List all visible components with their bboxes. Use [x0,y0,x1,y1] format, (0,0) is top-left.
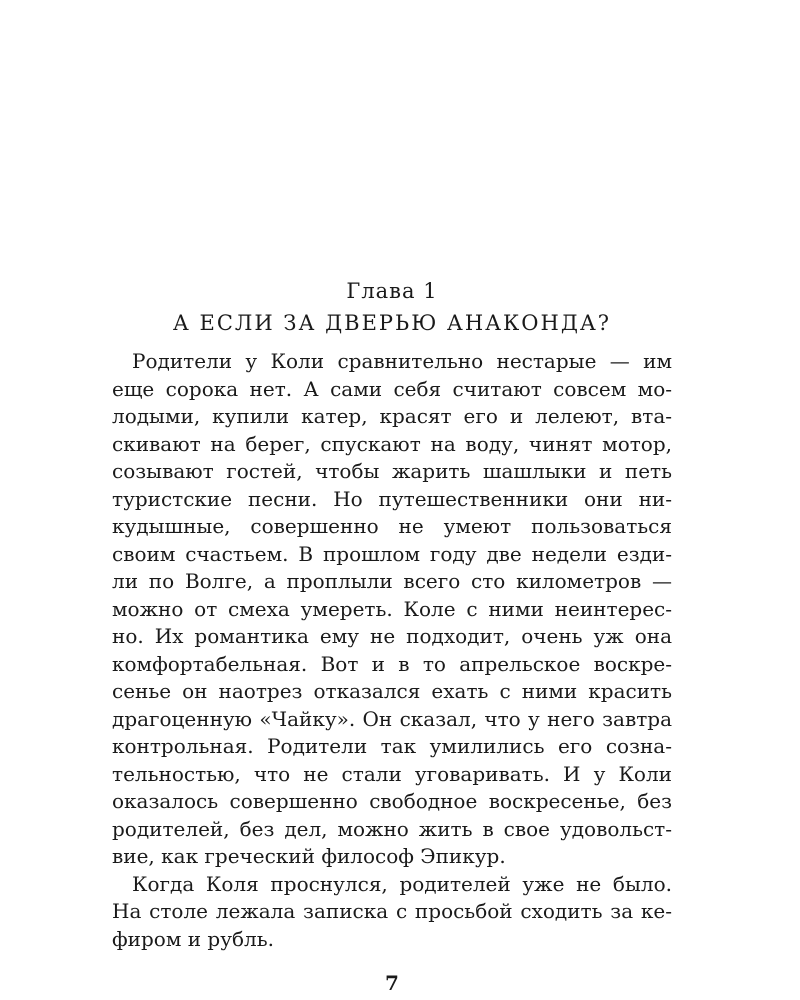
text-line: кудышные, совершенно не умеют пользоваться [112,514,672,538]
text-line: скивают на берег, спускают на воду, чинят мотор, [112,431,672,456]
text-line: своим счастьем. В прошлом году две недели езди- [112,541,672,566]
text-line: созывают гостей, чтобы жарить шашлыки и петь [112,459,672,483]
text-line: На столе лежала записка с просьбой сходить за ке- [112,899,672,923]
text-line: еще сорока нет. А сами себя считают совсем мо- [112,376,672,401]
text-line: лодыми, купили катер, красят его и лелеют, вта- [112,404,672,428]
text-line: родителей, без дел, можно жить в свое удовольст- [112,816,672,841]
chapter-title: А ЕСЛИ ЗА ДВЕРЬЮ АНАКОНДА? [172,311,612,335]
book-page [112,276,672,997]
text-line: фиром и рубль. [112,926,274,951]
text-line: но. Их романтика ему не подходит, очень уж она [112,624,672,648]
text-line: Родители у Коли сравнительно нестарые — им [132,349,672,373]
chapter-number: Глава 1 [346,279,438,303]
text-line: сенье он наотрез отказался ехать с ними красить [112,679,672,703]
text-line: туристские песни. Но путешественники они ни- [112,486,672,511]
chapter-body [112,348,672,953]
text-line: ли по Волге, а проплыли всего сто километров — [112,569,672,593]
text-line: вие, как греческий философ Эпикур. [112,844,506,868]
text-line: Когда Коля проснулся, родителей уже не было. [132,871,672,896]
page-number: 7 [385,971,399,995]
text-line: можно от смеха умереть. Коле с ними неинтерес- [112,596,672,621]
text-line: комфортабельная. Вот и в то апрельское воскре- [112,651,672,676]
paragraph-1 [112,348,672,871]
text-line: тельностью, что не стали уговаривать. И у Коли [112,761,672,786]
text-line: контрольная. Родители так умилились его созна- [112,734,672,758]
paragraph-2 [112,871,672,954]
text-line: драгоценную «Чайку». Он сказал, что у него завтра [112,706,672,731]
text-line: оказалось совершенно свободное воскресенье, без [112,789,672,813]
